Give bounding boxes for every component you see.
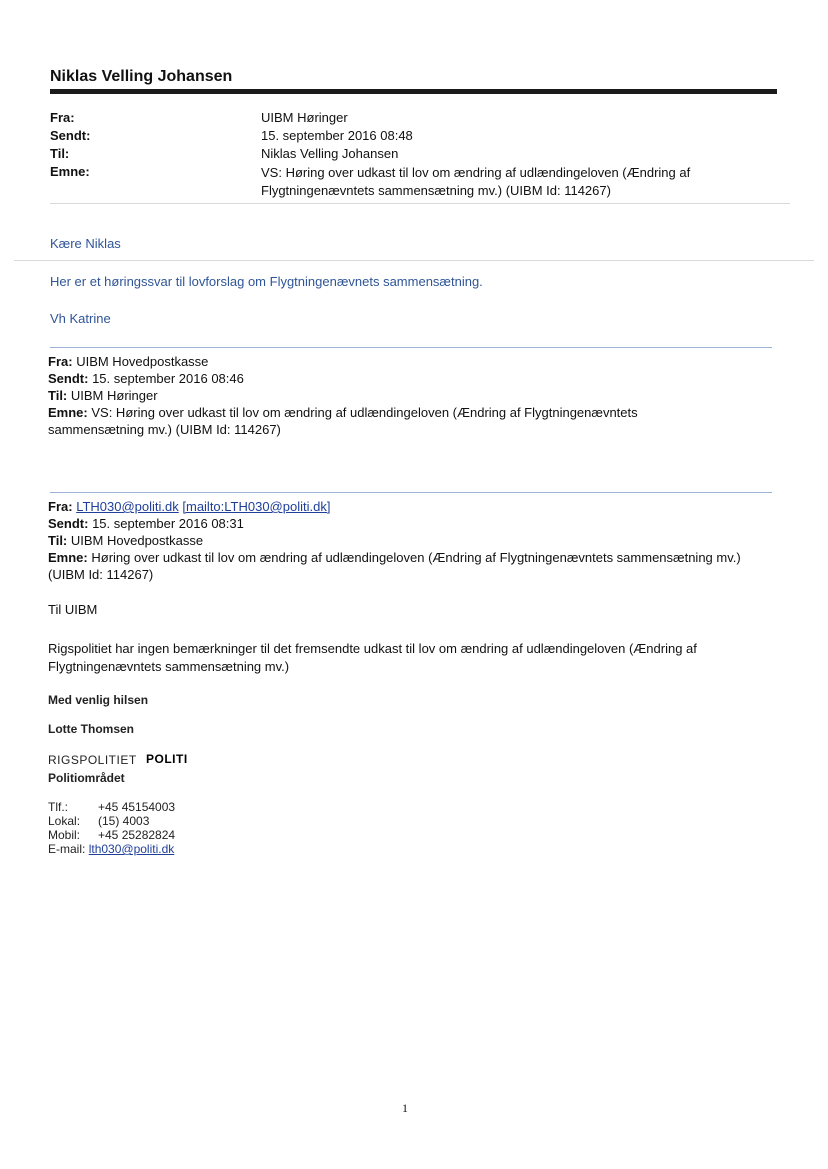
- fwd1-from-label: Fra:: [48, 354, 73, 369]
- contact-mobile-value: +45 25282824: [98, 828, 176, 842]
- fwd2-sent-value: 15. september 2016 08:31: [92, 516, 244, 531]
- contact-email-link[interactable]: lth030@politi.dk: [88, 842, 175, 856]
- subject-label: Emne:: [50, 164, 90, 179]
- contact-mobile-label: Mobil:: [48, 828, 81, 842]
- fwd2-to-label: Til:: [48, 533, 68, 548]
- politi-logo: POLITI: [146, 752, 188, 766]
- contact-local: [48, 814, 149, 828]
- fwd1-sent-value: 15. september 2016 08:46: [92, 371, 244, 386]
- contact-email-label: E-mail:: [48, 842, 86, 856]
- forward2-block: [48, 498, 778, 583]
- from-value: UIBM Høringer: [261, 110, 348, 125]
- contact-phone-value: +45 45154003: [98, 800, 176, 814]
- contact-phone-label: Tlf.:: [48, 800, 68, 814]
- closing: Vh Katrine: [50, 311, 111, 326]
- forward2-rule: [50, 492, 772, 493]
- department: Politiområdet: [48, 771, 125, 785]
- fwd2-from-label: Fra:: [48, 499, 73, 514]
- subject-value: VS: Høring over udkast til lov om ændring af udlændingeloven (Ændring af Flygtningenævntets sammensætning mv.) (UIBM Id: 114267): [261, 165, 691, 198]
- page-number: 1: [402, 1101, 408, 1115]
- fwd1-to-label: Til:: [48, 388, 68, 403]
- sent-label: Sendt:: [50, 128, 91, 143]
- fwd1-subject-value: VS: Høring over udkast til lov om ændring af udlændingeloven (Ændring af Flygtningenævntets sammensætning mv.) (UIBM Id: 114267): [48, 405, 638, 437]
- fwd2-to-value: UIBM Hovedpostkasse: [70, 533, 204, 548]
- fwd2-subject-label: Emne:: [48, 550, 88, 565]
- contact-local-label: Lokal:: [48, 814, 81, 828]
- header-rule: [50, 89, 777, 94]
- fwd2-subject-value: Høring over udkast til lov om ændring af udlændingeloven (Ændring af Flygtningenævntets sammensætning mv.) (UIBM Id: 114267): [48, 550, 741, 582]
- contact-phone: [48, 800, 175, 814]
- forward1-block: [48, 353, 778, 438]
- forward1-rule: [50, 347, 772, 348]
- reply-body: Rigspolitiet har ingen bemærkninger til det fremsendte udkast til lov om ændring af udlændingeloven (Ændring af Flygtningenævntets sammensætning mv.): [48, 641, 697, 674]
- contact-email: [48, 842, 174, 856]
- fwd1-subject-label: Emne:: [48, 405, 88, 420]
- from-label: Fra:: [50, 110, 75, 125]
- message-text: Her er et høringssvar til lovforslag om Flygtningenævnets sammensætning.: [50, 274, 483, 289]
- fwd1-sent-label: Sendt:: [48, 371, 89, 386]
- regards: Med venlig hilsen: [48, 693, 149, 707]
- org-name: RIGSPOLITIET: [48, 753, 137, 767]
- greeting-divider: [14, 260, 814, 261]
- fwd1-from-value: UIBM Hovedpostkasse: [76, 354, 209, 369]
- fwd1-to-value: UIBM Høringer: [70, 388, 158, 403]
- contact-local-value: (15) 4003: [98, 814, 150, 828]
- to-value: Niklas Velling Johansen: [261, 146, 399, 161]
- sent-value: 15. september 2016 08:48: [261, 128, 413, 143]
- header-divider: [50, 203, 790, 204]
- greeting: Kære Niklas: [50, 236, 121, 251]
- signer-name: Lotte Thomsen: [48, 722, 134, 736]
- fwd2-from-email-link[interactable]: LTH030@politi.dk: [76, 499, 179, 514]
- to-label: Til:: [50, 146, 70, 161]
- fwd2-mailto-link[interactable]: [mailto:LTH030@politi.dk]: [182, 499, 331, 514]
- contact-mobile: [48, 828, 175, 842]
- reply-salutation: Til UIBM: [48, 602, 98, 617]
- fwd2-sent-label: Sendt:: [48, 516, 89, 531]
- sender-name: Niklas Velling Johansen: [50, 68, 233, 85]
